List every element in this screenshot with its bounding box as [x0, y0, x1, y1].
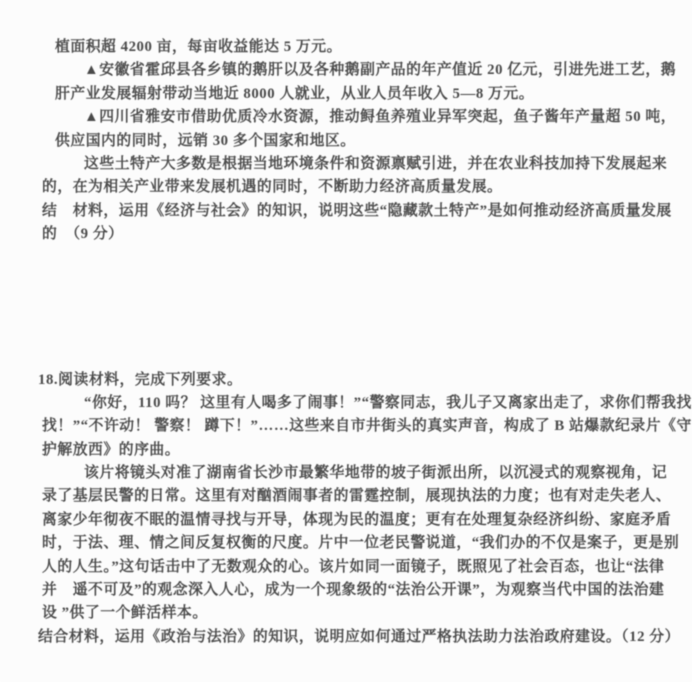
- text-line: 肝产业发展辐射带动当地近 8000 人就业，从业人员年收入 5—8 万元。: [55, 85, 535, 102]
- text-line: 并 遥不可及”的观念深入人心，成为一个现象级的“法治公开课”，为观察当代中国的法治建: [42, 582, 665, 599]
- answer-blank-space: [0, 247, 692, 369]
- text-line: “你好，110 吗？ 这里有人喝多了闹事！”“警察同志，我儿子又离家出走了，求你们帮我找: [84, 394, 692, 411]
- text-line: ▲四川省雅安市借助优质冷水资源，推动鲟鱼养殖业异军突起，鱼子酱年产量超 50 吨，: [84, 109, 677, 126]
- text-line: 该片将镜头对准了湖南省长沙市最繁华地带的坡子街派出所，以沉浸式的观察视角，记: [84, 465, 668, 482]
- question-17-excerpt: [0, 36, 692, 247]
- document-body: [0, 36, 692, 649]
- text-line: 设 ”供了一个鲜活样本。: [42, 605, 208, 622]
- text-line: 结 材料，运用《经济与社会》的知识，说明这些“隐藏款土特产”是如何推动经济高质量发展: [42, 202, 672, 219]
- text-line: 找！”“不许动！ 警察！ 蹲下！”……这些来自市井街头的真实声音，构成了 B 站爆款纪录片《守: [42, 418, 692, 435]
- text-line: 植面积超 4200 亩，每亩收益能达 5 万元。: [55, 39, 342, 55]
- text-line: 录了基层民警的日常。这里有对酗酒闹事者的雷霆控制，展现执法的力度；也有对走失老人、: [42, 488, 672, 505]
- text-line: 离家少年彻夜不眠的温情寻找与开导，体现为民的温度；更有在处理复杂经济纠纷、家庭矛盾: [42, 511, 672, 528]
- text-line: 人的人生。”这句话击中了无数观众的心。该片如同一面镜子，既照见了社会百态，也让“法律: [42, 558, 665, 575]
- text-line: 的，在为相关产业带来发展机遇的同时，不断助力经济高质量发展。: [42, 179, 503, 196]
- text-line: 结合材料，运用《政治与法治》的知识，说明应如何通过严格执法助力法治政府建设。（12 分）: [38, 628, 680, 645]
- text-line: 这些土特产大多数是根据当地环境条件和资源禀赋引进，并在农业科技加持下发展起来: [84, 155, 668, 172]
- text-line: 的 （9 分）: [42, 226, 124, 243]
- text-line: ▲安徽省霍邱县各乡镇的鹅肝以及各种鹅副产品的年产值近 20 亿元，引进先进工艺，鹅: [84, 62, 677, 79]
- text-line: 供应国内的同时，远销 30 多个国家和地区。: [55, 132, 356, 149]
- question-18: [0, 369, 692, 650]
- text-line: 护解放西》的序曲。: [42, 441, 181, 458]
- text-line: 时，于法、理、情之间反复权衡的尺度。片中一位老民警说道，“我们办的不仅是案子，更是别: [42, 535, 680, 552]
- text-line: 18.阅读材料，完成下列要求。: [38, 371, 243, 388]
